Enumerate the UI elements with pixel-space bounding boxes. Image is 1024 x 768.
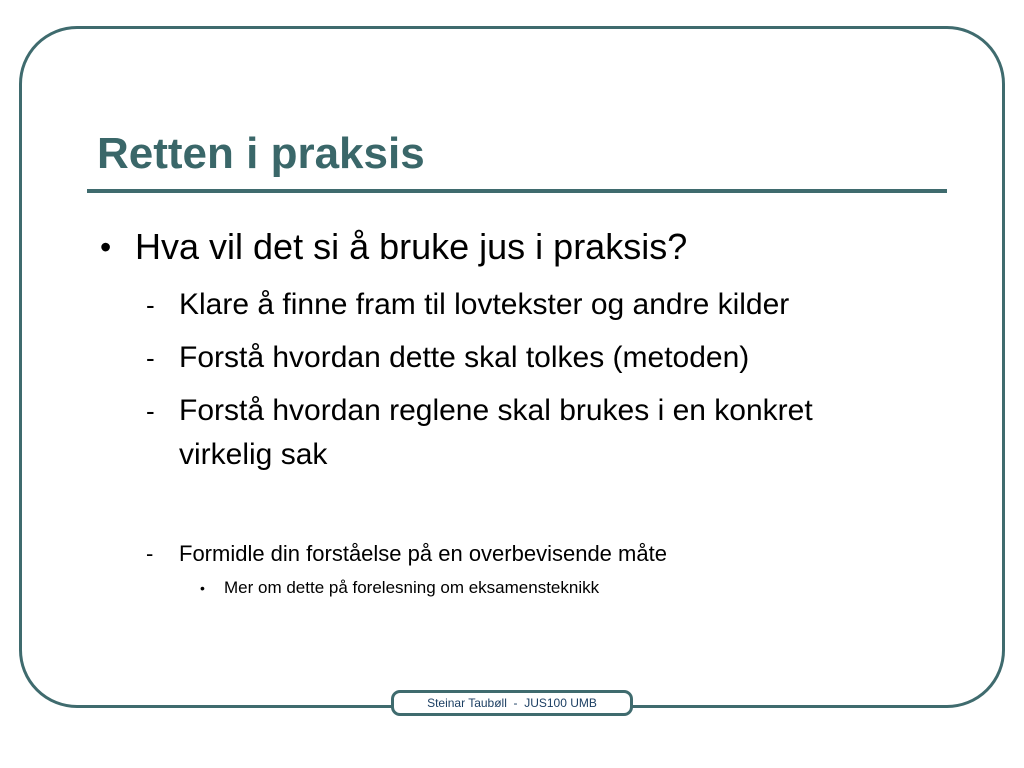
dash-marker: - — [146, 290, 155, 320]
dash-marker: - — [146, 541, 154, 566]
bullet-text: Hva vil det si å bruke jus i praksis? — [135, 226, 688, 267]
dash-marker: - — [146, 396, 155, 426]
footer: Steinar Taubøll - JUS100 UMB — [391, 690, 633, 716]
sub-bullet-text: Klare å finne fram til lovtekster og andre kilder — [179, 288, 790, 321]
sub-sub-bullet-text: Mer om dette på forelesning om eksamensteknikk — [224, 578, 600, 597]
sub-bullet-text: Forstå hvordan dette skal tolkes (metoden) — [179, 341, 750, 374]
sub-bullet-text: Forstå hvordan reglene skal brukes i en konkret virkelig sak — [179, 394, 813, 471]
dash-marker: - — [146, 343, 155, 373]
sub-bullet-text: Formidle din forståelse på en overbevisende måte — [179, 541, 667, 566]
slide-title: Retten i praksis — [97, 129, 425, 178]
title-underline — [87, 189, 947, 193]
bullet-marker: • — [100, 229, 112, 265]
bullet-marker: • — [200, 580, 205, 596]
